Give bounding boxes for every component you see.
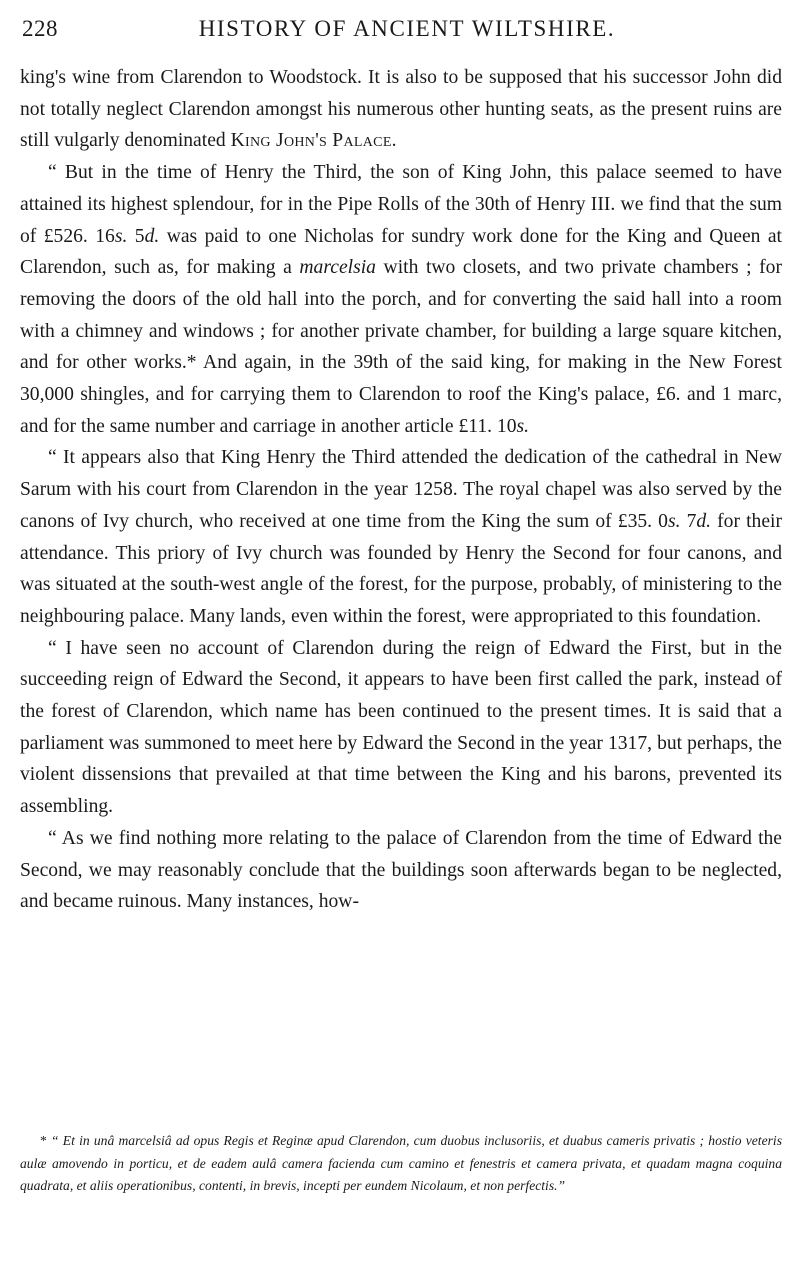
pence-abbrev: d.	[696, 510, 712, 532]
footnote-text: “ Et in unâ marcelsiâ ad opus Regis et Reginæ apud Clarendon, cum duobus inclusoriis, et duabus cameris privatis ; hostio veteris aulæ amovendo in porticu, et de eadem aulâ camera facienda cum camino et fenestris et camera privata, et quadam magna coquina quadrata, et aliis operationibus, contenti, in brevis, incepti per eundem Nicolaum, et non perfectis.”	[20, 1133, 782, 1193]
paragraph-3	[20, 442, 782, 632]
page-number: 228	[22, 16, 58, 41]
paragraph-2-text-d: with two closets, and two private chambers ; for removing the doors of the old hall into the porch, and for converting the said hall into a room with a chimney and windows ; for another private chamber, for building a large square kitchen, and for other works.* And again, in the 39th of the said king, for making in the New Forest 30,000 shingles, and for carrying them to Clarendon to roof the King's palace, £6. and 1 marc, and for the same number and carriage in another article £11. 10	[20, 257, 783, 437]
paragraph-2-text-c: was paid to one Nicholas for sundry work done for the King and Queen at Clarendon, such as, for making a	[20, 225, 782, 279]
running-head: HISTORY OF ANCIENT WILTSHIRE.	[198, 16, 616, 41]
page-header	[20, 8, 782, 44]
paragraph-1	[20, 62, 782, 157]
shillings-abbrev: s.	[516, 415, 530, 437]
paragraph-1-text: king's wine from Clarendon to Woodstock. It is also to be supposed that his successor John did not totally neglect Clarendon amongst his numerous other hunting seats, as the present ruins are still vulgarly denominated	[20, 67, 782, 152]
paragraph-2-text-b: 5	[127, 225, 145, 247]
king-johns-palace-smallcaps: King John's Palace	[230, 130, 392, 152]
paragraph-2-text-a: “ But in the time of Henry the Third, the son of King John, this palace seemed to have attained its highest splendour, for in the Pipe Rolls of the 30th of Henry III. we find that the sum of £526. 16	[20, 162, 782, 247]
body-text	[20, 62, 782, 918]
footnote	[20, 1130, 782, 1198]
paragraph-1-end: .	[391, 130, 397, 152]
paragraph-3-text-a: “ It appears also that King Henry the Third attended the dedication of the cathedral in New Sarum with his court from Clarendon in the year 1258. The royal chapel was also served by the canons of Ivy church, who received at one time from the King the sum of £35. 0	[20, 447, 782, 532]
marcelsia-italic: marcelsia	[299, 257, 376, 279]
shillings-abbrev: s.	[667, 510, 681, 532]
paragraph-2	[20, 157, 782, 442]
paragraph-4: “ I have seen no account of Clarendon during the reign of Edward the First, but in the succeeding reign of Edward the Second, it appears to have been first called the park, instead of the forest of Clarendon, which name has been continued to the present times. It is said that a parliament was summoned to meet here by Edward the Second in the year 1317, but perhaps, the violent dissensions that prevailed at that time between the King and his barons, prevented its assembling.	[20, 637, 782, 818]
pence-abbrev: d.	[144, 225, 160, 247]
footnote-mark: *	[40, 1133, 52, 1148]
paragraph-3-text-b: 7	[680, 510, 697, 532]
paragraph-3-text-c: for their attendance. This priory of Ivy church was founded by Henry the Second for four canons, and was situated at the south-west angle of the forest, for the purpose, probably, of ministering to the neighbouring palace. Many lands, even within the forest, were appropriated to this foundation.	[20, 510, 782, 627]
paragraph-5: “ As we find nothing more relating to the palace of Clarendon from the time of Edward the Second, we may reasonably conclude that the buildings soon afterwards began to be neglected, and became ruinous. Many instances, how-	[20, 827, 782, 913]
shillings-abbrev: s.	[114, 225, 128, 247]
